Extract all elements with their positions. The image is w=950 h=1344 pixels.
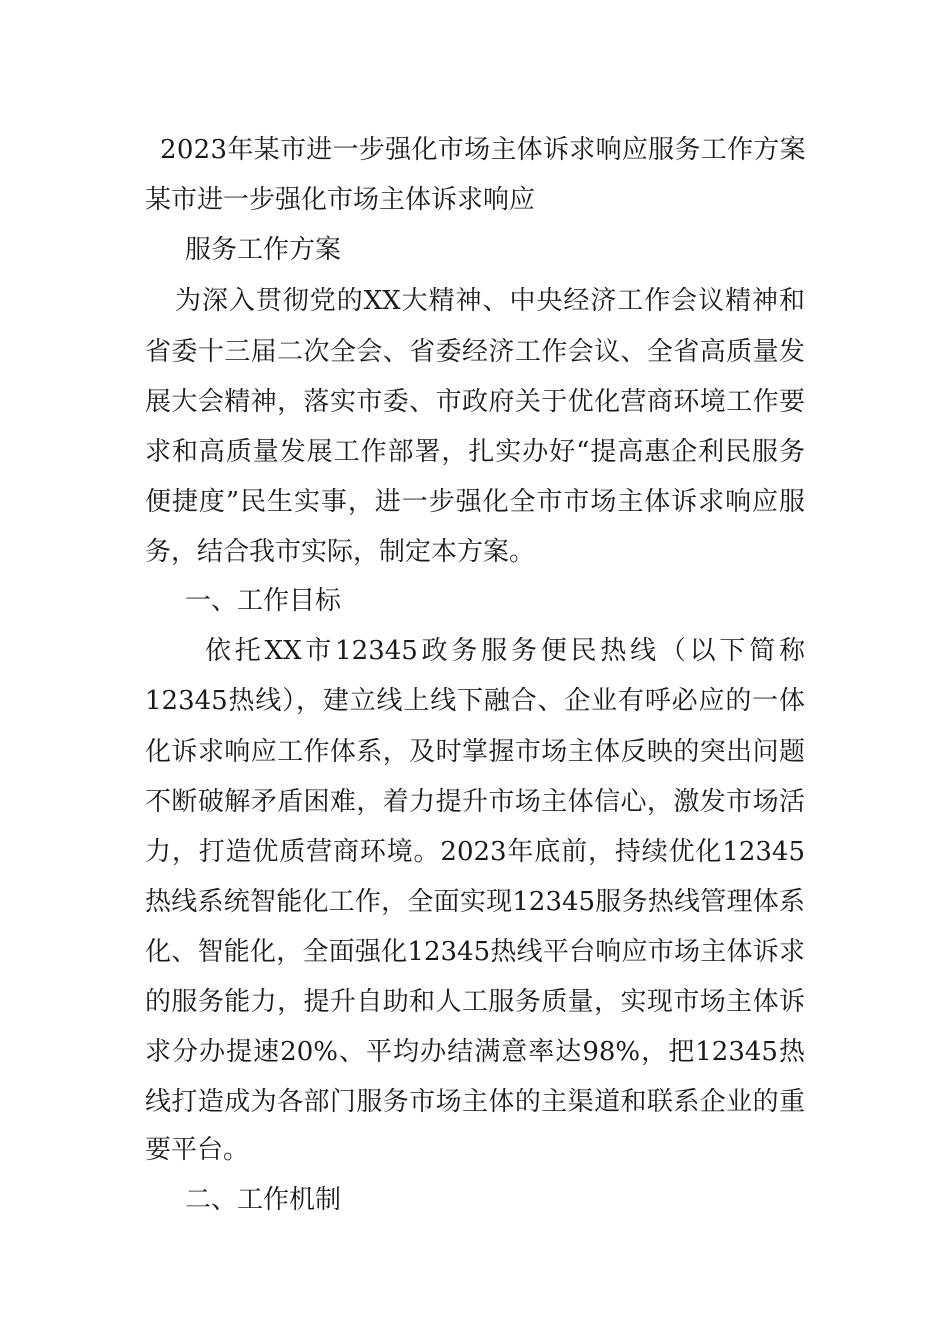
section-heading: 二、工作机制 (185, 1185, 342, 1215)
paragraph-line: 便捷度”民生实事，进一步强化全市市场主体诉求响应服 (145, 487, 805, 517)
document-title: 2023年某市进一步强化市场主体诉求响应服务工作方案 (160, 135, 806, 165)
paragraph-line: 省委十三届二次全会、省委经济工作会议、全省高质量发 (145, 337, 805, 367)
document-subtitle-line-1: 某市进一步强化市场主体诉求响应 (145, 185, 536, 215)
paragraph-line: 的服务能力，提升自助和人工服务质量，实现市场主体诉 (145, 987, 805, 1017)
paragraph-line: 依托XX市12345政务服务便民热线（以下简称 (205, 636, 805, 666)
paragraph-line: 求分办提速20%、平均办结满意率达98%，把12345热 (145, 1037, 805, 1067)
paragraph-line: 热线系统智能化工作，全面实现12345服务热线管理体系 (145, 887, 805, 917)
paragraph-line: 为深入贯彻党的XX大精神、中央经济工作会议精神和 (175, 286, 805, 316)
paragraph-line: 务，结合我市实际，制定本方案。 (145, 537, 536, 567)
document-subtitle-line-2: 服务工作方案 (185, 235, 342, 265)
paragraph-line: 力，打造优质营商环境。2023年底前，持续优化12345 (145, 837, 805, 867)
paragraph-line: 不断破解矛盾困难，着力提升市场主体信心，激发市场活 (145, 787, 805, 817)
paragraph-line: 展大会精神，落实市委、市政府关于优化营商环境工作要 (145, 387, 805, 417)
paragraph-line: 线打造成为各部门服务市场主体的主渠道和联系企业的重 (145, 1087, 805, 1117)
paragraph-line: 要平台。 (145, 1135, 250, 1165)
section-heading: 一、工作目标 (185, 586, 342, 616)
paragraph-line: 求和高质量发展工作部署，扎实办好“提高惠企利民服务 (145, 437, 805, 467)
paragraph-line: 化诉求响应工作体系，及时掌握市场主体反映的突出问题 (145, 737, 805, 767)
paragraph-line: 12345热线），建立线上线下融合、企业有呼必应的一体 (145, 686, 805, 716)
paragraph-line: 化、智能化，全面强化12345热线平台响应市场主体诉求 (145, 937, 805, 967)
